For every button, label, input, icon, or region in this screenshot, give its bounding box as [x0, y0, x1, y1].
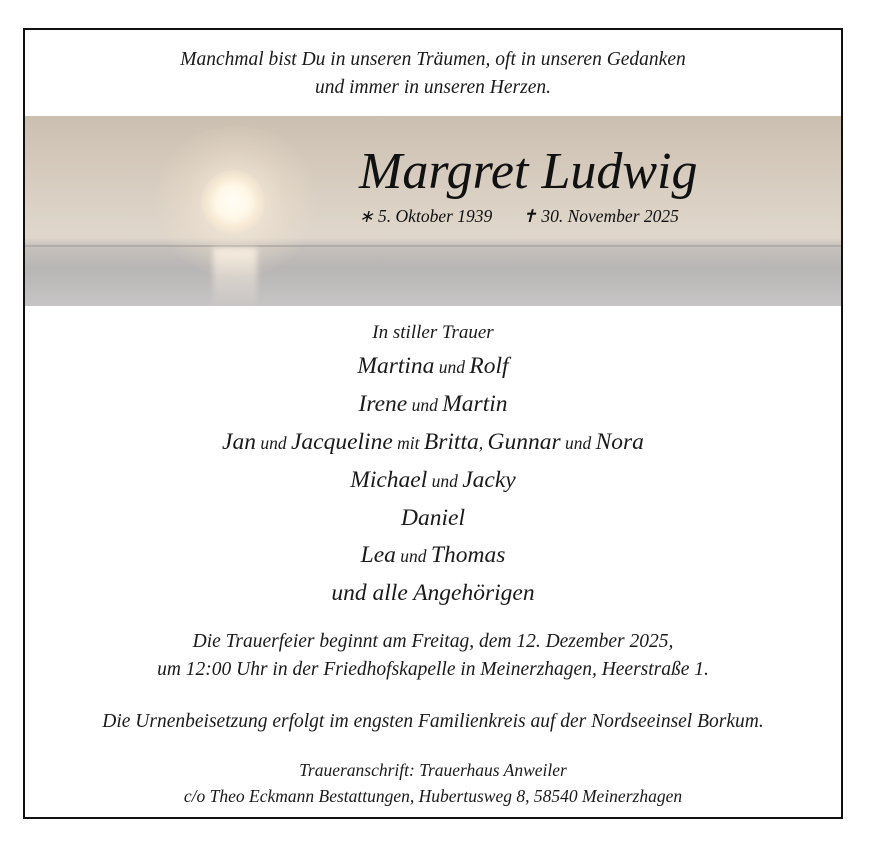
mourner-name: und alle Angehörigen	[331, 580, 535, 606]
birth-star-icon: ∗	[359, 206, 374, 226]
birth-date	[359, 206, 492, 227]
mourner-name: Martin	[442, 391, 508, 417]
quote-line-1: Manchmal bist Du in unseren Träumen, oft in unseren Gedanken	[180, 49, 686, 70]
deceased-name: Margret Ludwig	[359, 143, 698, 200]
mourner-name: Lea	[360, 542, 396, 568]
mourner-line	[25, 537, 841, 575]
mourner-name: Martina	[357, 353, 435, 379]
mourner-name: Nora	[595, 429, 644, 455]
mourner-line	[25, 424, 841, 462]
mourner-lines	[25, 348, 841, 612]
mourner-connector: und	[560, 433, 596, 453]
mourner-connector: und	[395, 546, 431, 566]
quote-line-2: und immer in unseren Herzen.	[315, 77, 551, 98]
mourners-intro: In stiller Trauer	[372, 322, 494, 343]
mourner-connector: ,	[478, 433, 488, 453]
mourner-line	[25, 500, 841, 537]
mourner-name: Irene	[358, 391, 408, 417]
life-dates	[359, 206, 679, 227]
mourning-address-line-2: c/o Theo Eckmann Bestattungen, Hubertusweg 8, 58540 Meinerzhagen	[183, 786, 683, 806]
mourner-line	[25, 575, 841, 612]
mourners-list	[25, 318, 841, 612]
death-date	[522, 206, 679, 227]
mourner-name: Rolf	[469, 353, 509, 379]
obituary-frame	[23, 28, 843, 819]
mourner-name: Michael	[350, 467, 428, 493]
funeral-info	[25, 628, 841, 684]
sun-reflection	[213, 248, 257, 306]
mourner-line	[25, 386, 841, 424]
mourner-name: Jacky	[462, 467, 516, 493]
mourner-name: Thomas	[430, 542, 506, 568]
mourner-line	[25, 462, 841, 500]
sunset-banner	[25, 116, 841, 306]
mourner-name: Gunnar	[487, 429, 561, 455]
death-date-text: 30. November 2025	[541, 206, 679, 226]
death-cross-icon: ✝	[522, 206, 537, 226]
urn-burial-info: Die Urnenbeisetzung erfolgt im engsten Familienkreis auf der Nordseeinsel Borkum.	[102, 711, 764, 732]
funeral-info-line-2: um 12:00 Uhr in der Friedhofskapelle in Meinerzhagen, Heerstraße 1.	[157, 659, 709, 680]
sun-image	[201, 170, 265, 234]
mourner-name: Daniel	[401, 505, 465, 531]
mourner-line	[25, 348, 841, 386]
funeral-info-line-1: Die Trauerfeier beginnt am Freitag, dem 12. Dezember 2025,	[192, 631, 674, 652]
sea-horizon	[25, 245, 841, 247]
mourner-name: Jan	[222, 429, 256, 455]
mourner-connector: und	[434, 357, 470, 377]
mourning-address	[25, 757, 841, 809]
mourner-connector: mit	[392, 433, 424, 453]
birth-date-text: 5. Oktober 1939	[378, 206, 493, 226]
mourner-connector: und	[255, 433, 291, 453]
mourning-address-line-1: Traueranschrift: Trauerhaus Anweiler	[299, 760, 567, 780]
memorial-quote	[25, 46, 841, 102]
mourner-connector: und	[407, 395, 443, 415]
mourner-name: Jacqueline	[290, 429, 393, 455]
mourner-name: Britta	[423, 429, 479, 455]
mourner-connector: und	[427, 471, 463, 491]
